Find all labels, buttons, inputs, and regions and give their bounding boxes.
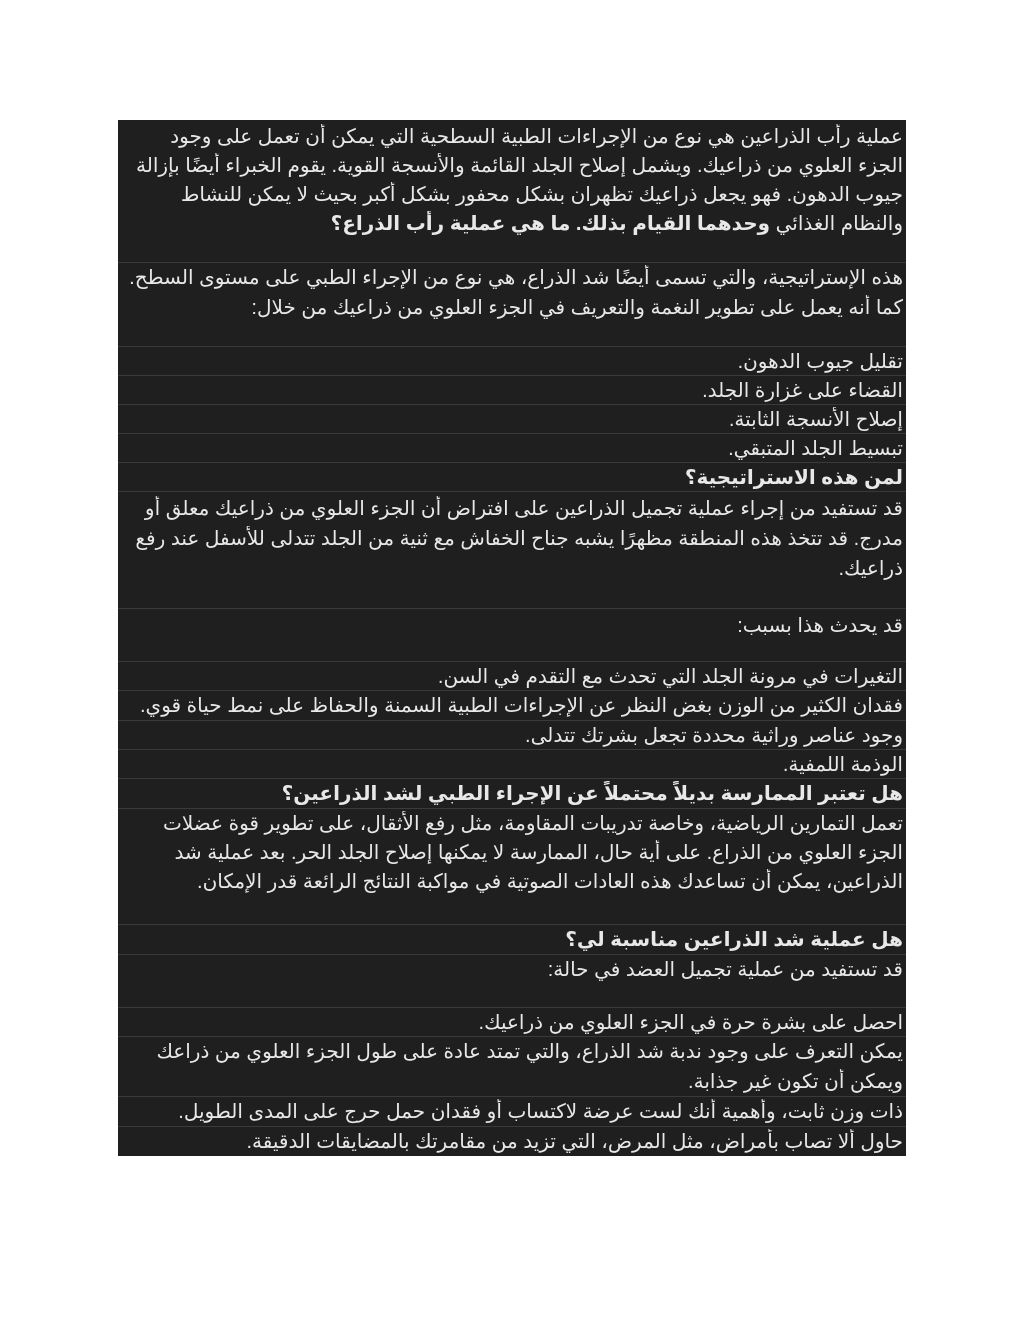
list-item	[118, 720, 906, 749]
benefit-item: القضاء على غزارة الجلد.	[702, 380, 903, 402]
list-item	[118, 661, 906, 690]
list-item	[118, 433, 906, 462]
benefit-item: تقليل جيوب الدهون.	[737, 351, 903, 373]
intro-line-4-normal: والنظام الغذائي	[770, 213, 903, 235]
document-page	[118, 120, 906, 1156]
suitable-intro-text: قد تستفيد من عملية تجميل العضد في حالة:	[547, 959, 903, 981]
section-heading-exercise	[118, 778, 906, 808]
cause-item: فقدان الكثير من الوزن بغض النظر عن الإجراءات الطبية السمنة والحفاظ على نمط حياة قوي.	[140, 695, 903, 717]
who-line-1: قد تستفيد من إجراء عملية تجميل الذراعين على افتراض أن الجزء العلوي من ذراعيك معلق أو	[144, 498, 903, 520]
list-item	[118, 346, 906, 375]
benefit-item: تبسيط الجلد المتبقي.	[728, 438, 903, 460]
intro-question: وحدهما القيام بذلك. ما هي عملية رأب الذراع؟	[330, 213, 771, 235]
cause-intro	[118, 608, 906, 661]
suitable-item: حاول ألا تصاب بأمراض، مثل المرض، التي تزيد من مقامرتك بالمضايقات الدقيقة.	[246, 1131, 903, 1153]
cause-item: التغيرات في مرونة الجلد التي تحدث مع التقدم في السن.	[437, 666, 903, 688]
exercise-paragraph	[118, 808, 906, 924]
who-paragraph	[118, 491, 906, 608]
list-item	[118, 1007, 906, 1036]
intro-line-2: الجزء العلوي من ذراعيك. ويشمل إصلاح الجلد القائمة والأنسجة القوية. يقوم الخبراء أيضًا بإزالة	[136, 155, 903, 177]
intro-line-3: جيوب الدهون. فهو يجعل ذراعيك تظهران بشكل محفور بشكل أكبر بحيث لا يمكن للنشاط	[180, 184, 903, 206]
suitable-item-continued: ويمكن أن تكون غير جذابة.	[688, 1071, 903, 1093]
suitable-item: احصل على بشرة حرة في الجزء العلوي من ذراعيك.	[478, 1012, 903, 1034]
list-item	[118, 1036, 906, 1096]
who-line-2: مدرج. قد تتخذ هذه المنطقة مظهرًا يشبه جناح الخفاش مع ثنية من الجلد تتدلى للأسفل عند رفع	[135, 528, 903, 550]
definition-line-2: كما أنه يعمل على تطوير النغمة والتعريف في الجزء العلوي من ذراعيك من خلال:	[251, 297, 903, 319]
intro-line-4	[121, 211, 903, 236]
suitable-heading: هل عملية شد الذراعين مناسبة لي؟	[565, 929, 903, 951]
list-item	[118, 690, 906, 720]
suitable-item: يمكن التعرف على وجود ندبة شد الذراع، والتي تمتد عادة على طول الجزء العلوي من ذراعك	[156, 1041, 903, 1063]
suitable-item: ذات وزن ثابت، وأهمية أنك لست عرضة لاكتساب أو فقدان حمل حرج على المدى الطويل.	[178, 1101, 903, 1123]
list-item	[118, 1126, 906, 1156]
suitable-intro	[118, 954, 906, 1007]
who-line-3: ذراعيك.	[838, 558, 903, 580]
intro-paragraph	[118, 120, 906, 245]
section-heading-suitable	[118, 924, 906, 954]
list-item	[118, 749, 906, 778]
definition-line-1: هذه الإستراتيجية، والتي تسمى أيضًا شد الذراع، هي نوع من الإجراء الطبي على مستوى السطح.	[129, 267, 903, 289]
cause-intro-text: قد يحدث هذا بسبب:	[737, 615, 903, 637]
section-heading-who	[118, 462, 906, 491]
who-heading: لمن هذه الاستراتيجية؟	[684, 467, 903, 489]
exercise-heading: هل تعتبر الممارسة بديلاً محتملاً عن الإجراء الطبي لشد الذراعين؟	[281, 783, 903, 805]
definition-paragraph	[118, 262, 906, 346]
list-item	[118, 375, 906, 404]
exercise-line-2: الجزء العلوي من الذراع. على أية حال، الممارسة لا يمكنها إصلاح الجلد الحر. بعد عملية شد	[174, 842, 903, 864]
intro-line-1: عملية رأب الذراعين هي نوع من الإجراءات الطبية السطحية التي يمكن أن تعمل على وجود	[170, 126, 903, 148]
cause-item: وجود عناصر وراثية محددة تجعل بشرتك تتدلى.	[525, 725, 903, 747]
exercise-line-3: الذراعين، يمكن أن تساعدك هذه العادات الصوتية في مواكبة النتائج الرائعة قدر الإمكان.	[197, 871, 903, 893]
cause-item: الوذمة اللمفية.	[782, 754, 903, 776]
list-item	[118, 1096, 906, 1126]
exercise-line-1: تعمل التمارين الرياضية، وخاصة تدريبات المقاومة، مثل رفع الأثقال، على تطوير قوة عضلات	[163, 813, 903, 835]
benefit-item: إصلاح الأنسجة الثابتة.	[728, 409, 903, 431]
list-item	[118, 404, 906, 433]
